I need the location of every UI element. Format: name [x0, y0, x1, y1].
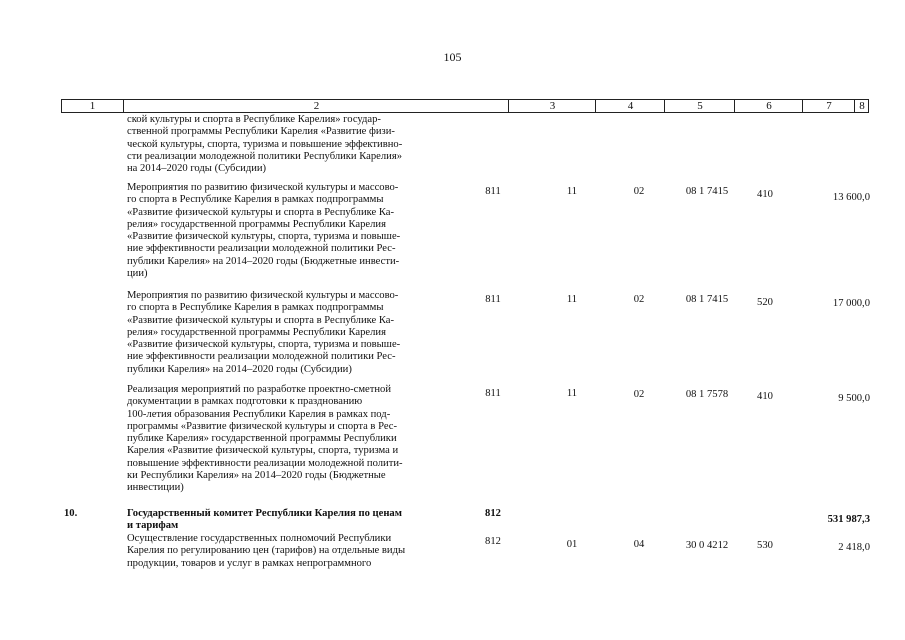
row-col-5: 02 — [633, 186, 645, 197]
row-col-6: 08 1 7578 — [685, 389, 729, 400]
row-col-4: 11 — [566, 294, 578, 305]
row-col-8: 17 000,0 — [832, 298, 870, 309]
row-col-7: 530 — [757, 540, 773, 551]
row-col-6: 30 0 4212 — [685, 540, 729, 551]
row-description: Мероприятия по развитию физической культуры и массово- го спорта в Республике Карелия в рамках подпрограммы «Развитие физической культуры и спорта в Республике Ка- релия» государственной программы Республики Карелия «Развитие физической культуры, спорта, туризма и повыше- ние эффективности реализации молодежной политики Рес- публики Карелия» на 2014–2020 годы (Субсидии) — [127, 290, 401, 375]
row-col-5: 04 — [633, 539, 645, 550]
header-col-4: 4 — [595, 100, 665, 112]
page-number: 105 — [443, 50, 462, 64]
header-col-5: 5 — [664, 100, 735, 112]
header-col-6: 6 — [734, 100, 803, 112]
row-col-3: 811 — [485, 186, 501, 197]
row-col-3: 811 — [485, 388, 501, 399]
header-col-8: 8 — [854, 100, 869, 112]
table-header — [61, 99, 869, 113]
header-col-7: 7 — [802, 100, 855, 112]
row-col-7: 410 — [757, 391, 773, 402]
row-col-8: 13 600,0 — [832, 192, 870, 203]
row-col-6: 08 1 7415 — [685, 186, 729, 197]
row-col-6: 08 1 7415 — [685, 294, 729, 305]
row-col-4: 01 — [566, 539, 578, 550]
row-col-3: 812 — [485, 508, 501, 519]
header-col-1: 1 — [89, 100, 96, 112]
row-col-8: 531 987,3 — [827, 514, 870, 525]
row-description: Осуществление государственных полномочий Республики Карелия по регулированию цен (тарифов) на отдельные виды продукции, товаров и услуг в рамках непрограммного — [127, 533, 406, 569]
row-description: Реализация мероприятий по разработке проектно-сметной документации в рамках подготовки к празднованию 100-летия образования Республики Карелия в рамках под- программы «Развитие физической культуры и спорта в Рес- публике Карелия» государственной программы Республики Карелия «Развитие физической культуры, спорта, туризма и повышение эффективности реализации молодежной полити- ки Республики Карелия» на 2014–2020 годы (Бюджетные инвестиции) — [127, 384, 403, 494]
row-col-5: 02 — [633, 389, 645, 400]
row-col-4: 11 — [566, 388, 578, 399]
row-col-5: 02 — [633, 294, 645, 305]
row-description: Государственный комитет Республики Карелия по ценам и тарифам — [127, 508, 402, 532]
row-col-8: 9 500,0 — [838, 393, 870, 404]
header-col-3: 3 — [508, 100, 596, 112]
row-col-7: 520 — [757, 297, 773, 308]
row-col-3: 812 — [485, 536, 501, 547]
header-col-2: 2 — [123, 100, 509, 112]
row-col-7: 410 — [757, 189, 773, 200]
row-col-3: 811 — [485, 294, 501, 305]
row-description: Мероприятия по развитию физической культуры и массово- го спорта в Республике Карелия в рамках подпрограммы «Развитие физической культуры и спорта в Республике Ка- релия» государственной программы Республики Карелия «Развитие физической культуры, спорта, туризма и повыше- ние эффективности реализации молодежной политики Рес- публики Карелия» на 2014–2020 годы (Бюджетные инвести- ции) — [127, 182, 401, 280]
row-col-4: 11 — [566, 186, 578, 197]
row-col-8: 2 418,0 — [838, 542, 870, 553]
row-description: ской культуры и спорта в Республике Карелия» государ- ственной программы Республики Карелия «Развитие физи- ческой культуры, спорта, туризма и повышение эффективно- сти реализации молодежной политики Республики Карелия» на 2014–2020 годы (Субсидии) — [127, 114, 403, 175]
row-number: 10. — [64, 508, 78, 519]
